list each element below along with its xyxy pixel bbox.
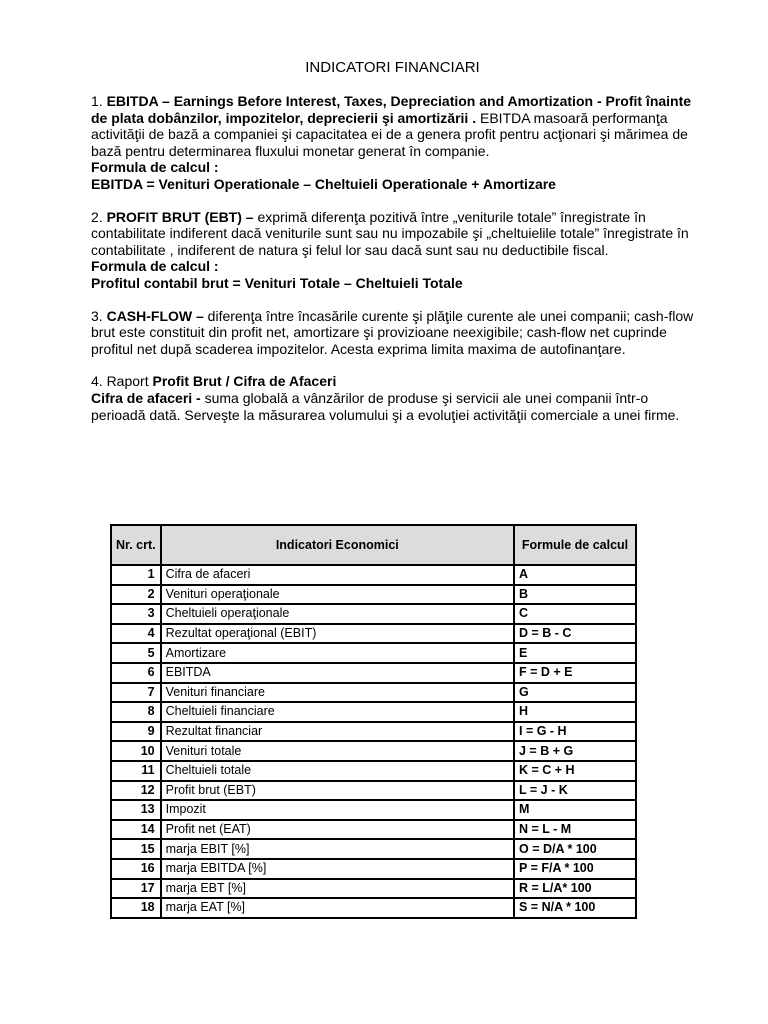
- table-row: [111, 879, 636, 899]
- row-indicator: Cheltuieli financiare: [161, 702, 514, 722]
- table-row: [111, 898, 636, 918]
- ebitda-formula-label: Formula de calcul :: [91, 159, 219, 176]
- row-indicator: Cheltuieli totale: [161, 761, 514, 781]
- table-row: [111, 663, 636, 683]
- cifra-afaceri-paragraph: [91, 390, 694, 423]
- row-number: 5: [111, 643, 161, 663]
- row-indicator: marja EBIT [%]: [161, 839, 514, 859]
- cash-flow-description: diferenţa între încasările curente şi plăţile curente ale unei companii; cash-flow brut este constituit din profit net, amortizare şi provizioane neexigibile; cash-flow net cuprinde profitul net după scaderea impozitelor. Acesta exprima limita maxima de autofinanţare.: [91, 307, 694, 357]
- row-number: 18: [111, 898, 161, 918]
- table-row: [111, 702, 636, 722]
- row-formula: L = J - K: [514, 781, 636, 801]
- table-row: [111, 683, 636, 703]
- row-number: 7: [111, 683, 161, 703]
- ebitda-formula: EBITDA = Venituri Operationale – Cheltuieli Operationale + Amortizare: [91, 175, 556, 192]
- row-indicator: Venituri financiare: [161, 683, 514, 703]
- row-formula: A: [514, 565, 636, 585]
- row-number: 13: [111, 800, 161, 820]
- section-number: 2.: [91, 208, 107, 225]
- row-indicator: Venituri operaţionale: [161, 585, 514, 605]
- profit-brut-formula-label: Formula de calcul :: [91, 258, 219, 275]
- cifra-afaceri-description: suma globală a vânzărilor de produse şi servicii ale unei companii într-o perioadă dată. Serveşte la măsurarea volumului şi a evoluţiei activităţii comerciale a unei firme.: [91, 389, 680, 423]
- row-number: 10: [111, 741, 161, 761]
- table-row: [111, 820, 636, 840]
- row-number: 11: [111, 761, 161, 781]
- row-formula: I = G - H: [514, 722, 636, 742]
- row-formula: M: [514, 800, 636, 820]
- section-cash-flow: [91, 308, 694, 358]
- row-number: 8: [111, 702, 161, 722]
- header-indicatori: Indicatori Economici: [161, 525, 514, 565]
- row-indicator: Cifra de afaceri: [161, 565, 514, 585]
- table-row: [111, 859, 636, 879]
- row-number: 9: [111, 722, 161, 742]
- table-row: [111, 585, 636, 605]
- row-number: 3: [111, 604, 161, 624]
- row-indicator: Profit net (EAT): [161, 820, 514, 840]
- section-raport: [91, 373, 694, 423]
- profit-brut-paragraph: [91, 209, 694, 259]
- profit-brut-heading: PROFIT BRUT (EBT) –: [106, 208, 254, 225]
- row-indicator: Amortizare: [161, 643, 514, 663]
- indicators-table: [110, 524, 637, 919]
- row-number: 12: [111, 781, 161, 801]
- ebitda-heading: EBITDA – Earnings Before Interest, Taxes, Depreciation and Amortization - Profit înainte de plata dobânzilor, impozitelor, deprecierii şi amortizării .: [91, 93, 692, 126]
- table-row: [111, 800, 636, 820]
- row-indicator: marja EBITDA [%]: [161, 859, 514, 879]
- row-indicator: Profit brut (EBT): [161, 781, 514, 801]
- cash-flow-paragraph: [91, 308, 694, 358]
- section-number: 1.: [91, 93, 107, 109]
- row-number: 17: [111, 879, 161, 899]
- row-formula: C: [514, 604, 636, 624]
- row-indicator: marja EBT [%]: [161, 879, 514, 899]
- table-row: [111, 839, 636, 859]
- raport-heading: 4. Raport Profit Brut / Cifra de Afaceri: [91, 373, 337, 390]
- row-formula: H: [514, 702, 636, 722]
- cifra-afaceri-heading: Cifra de afaceri -: [91, 389, 201, 406]
- profit-brut-description: exprimă diferenţa pozitivă între „veniturile totale” înregistrate în contabilitate indiferent dacă veniturile sunt sau nu impozabile şi „cheltuielile totale” înregistrate în contabilitate , indiferent de natura şi felul lor sau dacă sunt sau nu deductibile fiscal.: [91, 208, 689, 258]
- row-formula: G: [514, 683, 636, 703]
- row-indicator: Venituri totale: [161, 741, 514, 761]
- row-formula: F = D + E: [514, 663, 636, 683]
- table-row: [111, 604, 636, 624]
- row-formula: N = L - M: [514, 820, 636, 840]
- row-number: 14: [111, 820, 161, 840]
- table-row: [111, 781, 636, 801]
- row-number: 16: [111, 859, 161, 879]
- row-formula: K = C + H: [514, 761, 636, 781]
- header-nr: Nr. crt.: [111, 525, 161, 565]
- row-formula: O = D/A * 100: [514, 839, 636, 859]
- table-row: [111, 761, 636, 781]
- row-formula: B: [514, 585, 636, 605]
- cash-flow-heading: CASH-FLOW –: [106, 307, 204, 324]
- page-title: INDICATORI FINANCIARI: [305, 59, 480, 76]
- row-number: 2: [111, 585, 161, 605]
- table-row: [111, 643, 636, 663]
- row-formula: P = F/A * 100: [514, 859, 636, 879]
- profit-brut-formula: Profitul contabil brut = Venituri Totale – Cheltuieli Totale: [91, 274, 463, 291]
- ebitda-paragraph: [91, 93, 694, 159]
- row-formula: E: [514, 643, 636, 663]
- ebitda-description: EBITDA masoară performanţa activităţii de bază a companiei şi capacitatea ei de a genera profit pentru acţionari şi mărimea de bază pentru determinarea fluxului monetar generat în companie.: [91, 109, 688, 159]
- row-number: 1: [111, 565, 161, 585]
- row-number: 15: [111, 839, 161, 859]
- row-formula: R = L/A* 100: [514, 879, 636, 899]
- row-formula: S = N/A * 100: [514, 898, 636, 918]
- row-number: 6: [111, 663, 161, 683]
- row-indicator: EBITDA: [161, 663, 514, 683]
- row-indicator: Rezultat operaţional (EBIT): [161, 624, 514, 644]
- table-row: [111, 741, 636, 761]
- section-number: 3.: [91, 307, 107, 324]
- row-number: 4: [111, 624, 161, 644]
- table-header-row: [111, 525, 636, 565]
- table-row: [111, 624, 636, 644]
- table-row: [111, 565, 636, 585]
- row-indicator: Rezultat financiar: [161, 722, 514, 742]
- row-indicator: Cheltuieli operaţionale: [161, 604, 514, 624]
- table-row: [111, 722, 636, 742]
- row-formula: D = B - C: [514, 624, 636, 644]
- row-indicator: marja EAT [%]: [161, 898, 514, 918]
- row-formula: J = B + G: [514, 741, 636, 761]
- section-profit-brut: [91, 209, 694, 292]
- row-indicator: Impozit: [161, 800, 514, 820]
- section-ebitda: [91, 93, 694, 193]
- header-formule: Formule de calcul: [514, 525, 636, 565]
